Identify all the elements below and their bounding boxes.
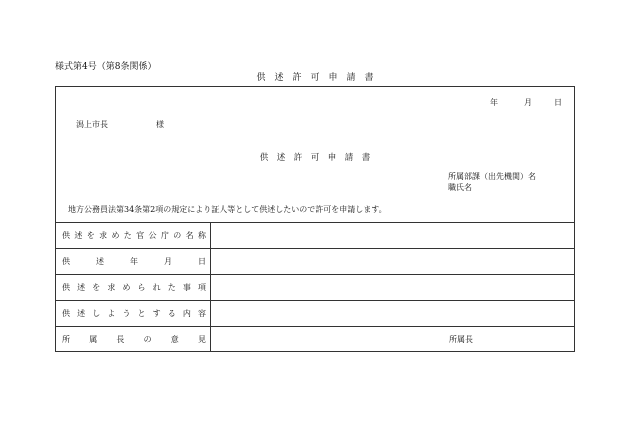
form-number: 様式第4号（第8条関係） bbox=[55, 62, 157, 72]
document-title: 供 述 許 可 申 請 書 bbox=[256, 73, 374, 83]
table-row bbox=[56, 274, 574, 300]
year-label: 年 bbox=[490, 98, 498, 107]
day-label: 日 bbox=[554, 98, 562, 107]
row-label: 供 述 し よ う と す る 内 容 bbox=[56, 301, 211, 326]
row-value[interactable] bbox=[211, 275, 574, 300]
row-value[interactable] bbox=[211, 223, 574, 248]
inner-title: 供 述 許 可 申 請 書 bbox=[259, 153, 371, 163]
row-value[interactable] bbox=[211, 301, 574, 326]
name-label: 職氏名 bbox=[448, 183, 472, 192]
table-row bbox=[56, 326, 574, 352]
row-label: 供 述 年 月 日 bbox=[56, 249, 211, 274]
date-line bbox=[490, 97, 562, 108]
table-row bbox=[56, 300, 574, 326]
application-form bbox=[55, 86, 575, 352]
dept-label: 所属部課（出先機関）名 bbox=[448, 172, 536, 181]
table-row bbox=[56, 248, 574, 274]
body-text: 地方公務員法第34条第2項の規定により証人等として供述したいので許可を申請します。 bbox=[68, 205, 387, 214]
month-label: 月 bbox=[524, 98, 532, 107]
row-label: 供 述 を 求 め ら れ た 事 項 bbox=[56, 275, 211, 300]
addressee-honorific: 様 bbox=[156, 120, 164, 129]
table-row bbox=[56, 222, 574, 248]
addressee bbox=[76, 119, 164, 130]
addressee-name: 潟上市長 bbox=[76, 120, 108, 129]
chief-label: 所属長 bbox=[449, 335, 473, 344]
row-label: 供 述 を 求 め た 官 公 庁 の 名 称 bbox=[56, 223, 211, 248]
row-label: 所 属 長 の 意 見 bbox=[56, 327, 211, 352]
row-value[interactable] bbox=[211, 249, 574, 274]
row-value[interactable] bbox=[211, 327, 574, 352]
